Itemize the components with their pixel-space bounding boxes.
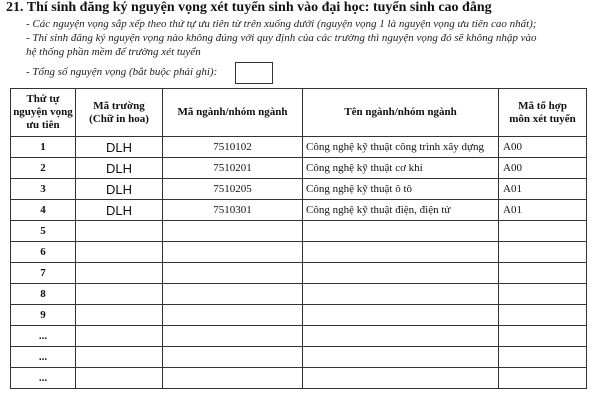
subject-combo-cell[interactable]: [499, 347, 587, 368]
subject-combo-cell[interactable]: A01: [499, 200, 587, 221]
header-priority: [11, 89, 76, 137]
total-choices-label: - Tổng số nguyện vọng (bắt buộc phải ghi):: [26, 66, 218, 78]
school-code-cell[interactable]: [76, 305, 163, 326]
header-priority-line: nguyện vọng: [13, 106, 73, 118]
major-name-cell[interactable]: Công nghệ kỹ thuật cơ khí: [303, 158, 499, 179]
header-major-code: [163, 89, 303, 137]
school-code-cell[interactable]: DLH: [76, 158, 163, 179]
major-name-cell[interactable]: Công nghệ kỹ thuật công trình xây dựng: [303, 137, 499, 158]
major-name-cell[interactable]: [303, 347, 499, 368]
subject-combo-cell[interactable]: A01: [499, 179, 587, 200]
header-major-name: [303, 89, 499, 137]
priority-cell: 3: [11, 179, 76, 200]
major-code-cell[interactable]: [163, 263, 303, 284]
priority-cell: 7: [11, 263, 76, 284]
school-code-cell[interactable]: [76, 221, 163, 242]
major-name-cell[interactable]: [303, 284, 499, 305]
school-code-cell[interactable]: [76, 368, 163, 389]
table-row: [11, 263, 587, 284]
header-priority-line: Thứ tự: [26, 93, 60, 105]
major-code-cell[interactable]: [163, 368, 303, 389]
priority-cell: ...: [11, 326, 76, 347]
major-code-cell[interactable]: [163, 284, 303, 305]
table-row: [11, 200, 587, 221]
major-name-cell[interactable]: Công nghệ kỹ thuật ô tô: [303, 179, 499, 200]
note-invalid-choice: - Thí sinh đăng ký nguyện vọng nào không đúng với quy định của các trường thì nguyện vọng đó sẽ không nhập vào: [26, 32, 537, 44]
school-code-cell[interactable]: [76, 326, 163, 347]
major-code-cell[interactable]: [163, 326, 303, 347]
major-code-cell[interactable]: 7510201: [163, 158, 303, 179]
major-code-cell[interactable]: 7510205: [163, 179, 303, 200]
school-code-cell[interactable]: [76, 347, 163, 368]
choices-table: [10, 88, 587, 389]
header-school-code: [76, 89, 163, 137]
subject-combo-cell[interactable]: [499, 305, 587, 326]
major-code-cell[interactable]: 7510301: [163, 200, 303, 221]
priority-cell: ...: [11, 368, 76, 389]
priority-cell: 6: [11, 242, 76, 263]
note-invalid-choice-continued: hệ thống phần mềm để trường xét tuyển: [26, 46, 201, 58]
header-major-code-line: Mã ngành/nhóm ngành: [177, 106, 288, 118]
priority-cell: 8: [11, 284, 76, 305]
subject-combo-cell[interactable]: [499, 368, 587, 389]
school-code-cell[interactable]: [76, 263, 163, 284]
major-name-cell[interactable]: [303, 263, 499, 284]
header-school-code-line: Mã trường: [93, 99, 145, 112]
table-row: [11, 242, 587, 263]
major-code-cell[interactable]: [163, 347, 303, 368]
table-header-row: [11, 89, 587, 137]
table-row: [11, 368, 587, 389]
school-code-cell[interactable]: [76, 242, 163, 263]
subject-combo-cell[interactable]: [499, 221, 587, 242]
header-subject-combo: [499, 89, 587, 137]
table-row: [11, 158, 587, 179]
priority-cell: 5: [11, 221, 76, 242]
table-row: [11, 137, 587, 158]
section-title: 21. Thí sinh đăng ký nguyện vọng xét tuyển sinh vào đại học: tuyển sinh cao đẳng: [6, 0, 492, 15]
school-code-cell[interactable]: DLH: [76, 137, 163, 158]
major-name-cell[interactable]: [303, 368, 499, 389]
header-subject-combo-line: môn xét tuyển: [509, 112, 576, 125]
header-subject-combo-line: Mã tổ hợp: [518, 99, 567, 112]
subject-combo-cell[interactable]: [499, 242, 587, 263]
major-name-cell[interactable]: [303, 221, 499, 242]
priority-cell: 1: [11, 137, 76, 158]
total-choices-field[interactable]: [235, 62, 273, 84]
table-row: [11, 179, 587, 200]
header-school-code-line: (Chữ in hoa): [89, 112, 149, 125]
subject-combo-cell[interactable]: [499, 326, 587, 347]
priority-cell: 9: [11, 305, 76, 326]
priority-cell: ...: [11, 347, 76, 368]
major-name-cell[interactable]: [303, 326, 499, 347]
subject-combo-cell[interactable]: A00: [499, 158, 587, 179]
school-code-cell[interactable]: DLH: [76, 179, 163, 200]
header-priority-line: ưu tiên: [26, 119, 60, 131]
priority-cell: 2: [11, 158, 76, 179]
major-name-cell[interactable]: [303, 242, 499, 263]
major-name-cell[interactable]: Công nghệ kỹ thuật điện, điện tử: [303, 200, 499, 221]
table-row: [11, 347, 587, 368]
table-row: [11, 305, 587, 326]
header-major-name-line: Tên ngành/nhóm ngành: [344, 106, 457, 118]
school-code-cell[interactable]: DLH: [76, 200, 163, 221]
priority-cell: 4: [11, 200, 76, 221]
subject-combo-cell[interactable]: A00: [499, 137, 587, 158]
major-name-cell[interactable]: [303, 305, 499, 326]
table-row: [11, 326, 587, 347]
subject-combo-cell[interactable]: [499, 284, 587, 305]
school-code-cell[interactable]: [76, 284, 163, 305]
note-priority-order: - Các nguyện vọng sắp xếp theo thứ tự ưu tiên từ trên xuống dưới (nguyện vọng 1 là nguyện vọng ưu tiên cao nhất);: [26, 18, 537, 30]
major-code-cell[interactable]: [163, 221, 303, 242]
subject-combo-cell[interactable]: [499, 263, 587, 284]
major-code-cell[interactable]: [163, 242, 303, 263]
major-code-cell[interactable]: 7510102: [163, 137, 303, 158]
table-row: [11, 221, 587, 242]
major-code-cell[interactable]: [163, 305, 303, 326]
table-row: [11, 284, 587, 305]
